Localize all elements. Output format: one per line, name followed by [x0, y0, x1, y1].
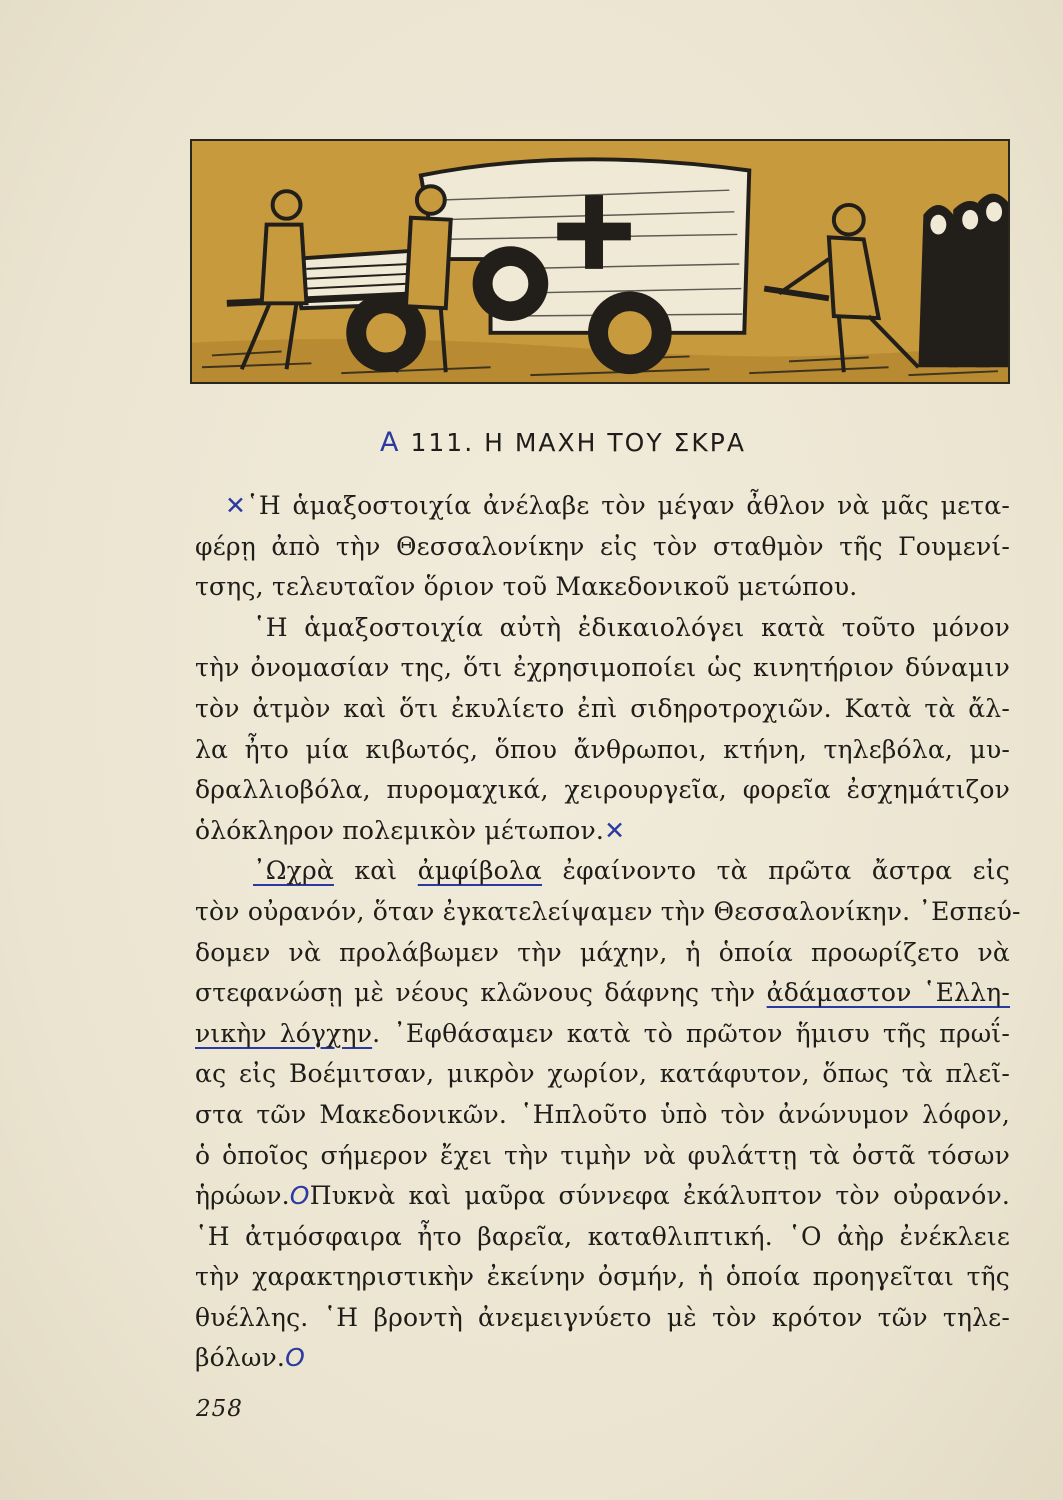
- handwritten-margin-mark: A: [380, 427, 401, 458]
- handwritten-mark: O: [289, 1181, 310, 1211]
- text-line: τσης, τελευταῖον ὅριον τοῦ Μακεδονικοῦ μετώπου.: [195, 572, 858, 602]
- text-line: τὸν οὐρανόν, ὅταν ἐγκατελείψαμεν τὴν Θεσσαλονίκην. ᾿Εσπεύ-: [195, 896, 1021, 926]
- text-line: στα τῶν Μακεδονικῶν. ῾Ηπλοῦτο ὑπὸ τὸν ἀνώνυμον λόφον,: [195, 1099, 1010, 1129]
- text-line: ᾿Ωχρὰ καὶ ἀμφίβολα ἐφαίνοντο τὰ πρῶτα ἄστρα εἰς: [253, 856, 1010, 886]
- text-line: ἡρώων.OΠυκνὰ καὶ μαῦρα σύννεφα ἐκάλυπτον τὸν οὐρανόν.: [195, 1181, 1010, 1211]
- text-line: φέρῃ ἀπὸ τὴν Θεσσαλονίκην εἰς τὸν σταθμὸν τῆς Γουμενί-: [195, 531, 1010, 561]
- text-line: ὁλόκληρον πολεμικὸν μέτωπον.✕: [195, 815, 626, 845]
- text-line: ✕῾Η ἁμαξοστοιχία ἀνέλαβε τὸν μέγαν ἆθλον νὰ μᾶς μετα-: [225, 491, 1010, 520]
- text-line: νικὴν λόγχην. ᾿Εφθάσαμεν κατὰ τὸ πρῶτον ἥμισυ τῆς πρωΐ-: [195, 1018, 1010, 1048]
- ambulance-illustration: [190, 139, 1010, 384]
- ambulance-woodcut: [192, 141, 1008, 382]
- text-line: βόλων.O: [195, 1343, 305, 1373]
- text-line: ῾Η ἁμαξοστοιχία αὐτὴ ἐδικαιολόγει κατὰ τοῦτο μόνον: [253, 612, 1010, 642]
- text-line: λα ἦτο μία κιβωτός, ὅπου ἄνθρωποι, κτήνη, τηλεβόλα, μυ-: [195, 734, 1010, 764]
- underlined-word: ἀμφίβολα: [417, 856, 543, 886]
- text-line: ὁ ὁποῖος σήμερον ἔχει τὴν τιμὴν νὰ φυλάττῃ τὰ ὀστᾶ τόσων: [195, 1140, 1010, 1170]
- text-line: στεφανώσῃ μὲ νέους κλῶνους δάφνης τὴν ἀδάμαστον ῾Ελλη-: [195, 978, 1010, 1008]
- underlined-phrase: ἀδάμαστον ῾Ελλη-: [766, 978, 1010, 1008]
- handwritten-mark: ✕: [225, 491, 247, 520]
- text-line: ῾Η ἀτμόσφαιρα ἦτο βαρεῖα, καταθλιπτική. ῾Ο ἀὴρ ἐνέκλειε: [195, 1221, 1010, 1251]
- chapter-title: 111. Η ΜΑΧΗ ΤΟΥ ΣΚΡΑ: [410, 428, 746, 457]
- underlined-phrase: νικὴν λόγχην: [195, 1018, 373, 1048]
- body-text: [195, 486, 1021, 1379]
- text-line: τὴν χαρακτηριστικὴν ἐκείνην ὀσμήν, ἡ ὁποία προηγεῖται τῆς: [195, 1262, 1010, 1292]
- text-line: τὸν ἀτμὸν καὶ ὅτι ἐκυλίετο ἐπὶ σιδηροτροχιῶν. Κατὰ τὰ ἄλ-: [195, 693, 1010, 723]
- text-line: δραλλιοβόλα, πυρομαχικά, χειρουργεῖα, φορεῖα ἐσχημάτιζον: [195, 775, 1010, 805]
- underlined-word: ᾿Ωχρὰ: [253, 856, 334, 886]
- text-line: δομεν νὰ προλάβωμεν τὴν μάχην, ἡ ὁποία προωρίζετο νὰ: [195, 937, 1010, 967]
- page-number: 258: [196, 1396, 243, 1422]
- handwritten-mark: O: [285, 1343, 305, 1373]
- chapter-heading: [380, 427, 800, 467]
- text-line: τὴν ὀνομασίαν της, ὅτι ἐχρησιμοποίει ὡς κινητήριον δύναμιν: [195, 653, 1010, 683]
- text-line: θυέλλης. ῾Η βροντὴ ἀνεμειγνύετο μὲ τὸν κρότον τῶν τηλε-: [195, 1302, 1010, 1332]
- handwritten-mark: ✕: [604, 815, 626, 845]
- text-line: ας εἰς Βοέμιτσαν, μικρὸν χωρίον, κατάφυτον, ὅπως τὰ πλεῖ-: [195, 1059, 1010, 1089]
